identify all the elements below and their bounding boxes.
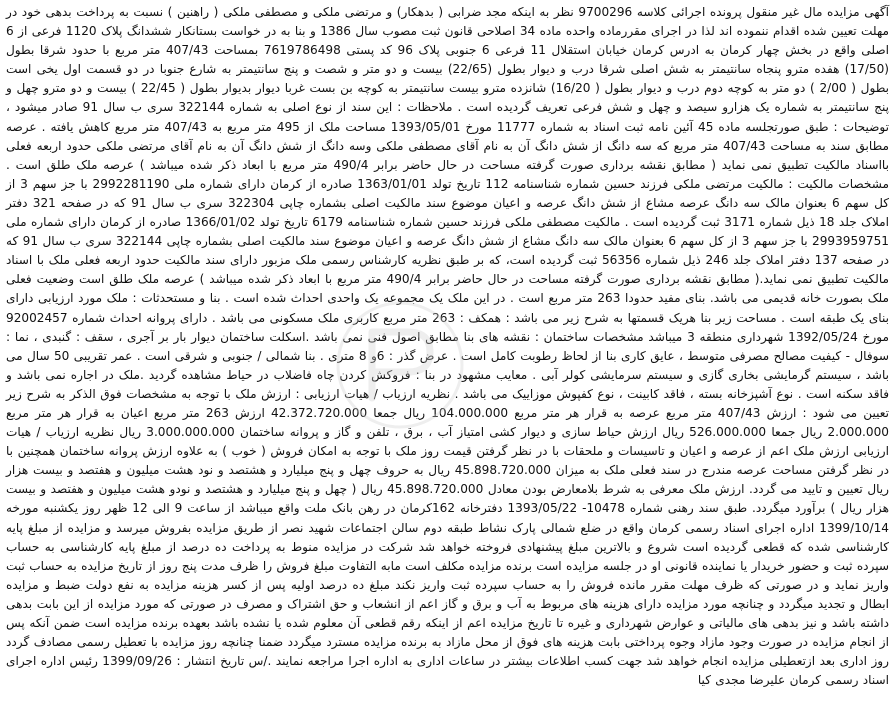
auction-notice-text: آگهی مزایده مال غیر منقول پرونده اجرائی کلاسه 9700296 نظر به اینکه مجد ضرابی ( بدهکار) و مرتضی ملکی و مصطفی ملکی ( راهنین ) نسبت به پرداخت بدهی خود در مهلت تعیین شده اقدام ننموده اند لذا در اجرای مقررماده واحده ماده 34 اصلاحی قانون ثبت مصوب سال 1386 و بنا به در خواست بستانکار ششدانگ پلاک 1120 فرعی از 6 اصلی واقع در بخش چهار کرمان به ادرس کرمان خیابان استقلال 11 فرعی 6 جنوبی پلاک 96 کد پستی 7619786498 بمساحت 407/43 متر مربع با حدود شرقا بطول (17/50) هفده مترو پنجاه سانتیمتر به شش اصلی شرقا درب و دیوار بطول (22/65) بیست و دو متر و شصت و پنج سانتیمتر به شارع جنوبا در دو قسمت اول یخی است بطول ( 2/00 ) دو متر به کوچه دوم درب و دیوار بطول ( 16/20) شانزده مترو بیست سانتیمتر به کوچه بن بست غربا دیوار بدیوار بطول ( 22/45 ) بیست و دو مترو چهل و پنج سانتیمتر به شماره یک هزارو سیصد و چهل و شش فرعی تعریف گردیده است . ملاحظات : این سند از نوع اصلی به شماره 322144 سری ب سال 91 صادر میشود ، توضیحات : طبق صورتجلسه ماده 45 آئین نامه ثبت اسناد به شماره 11777 مورخ 1393/05/01 مساحت ملک از 495 متر مربع به 407/43 متر مربع کاهش یافته . عرصه مطابق سند به مساحت 407/43 متر مربع که سه دانگ از شش دانگ آن به نام آقای مصطفی ملکی وسه دانگ از شش دانگ آن به نام آقای مرتضی ملکی حدود اربعه فعلی بااسناد مالکیت تطبیق نمی نماید ( مطابق نقشه برداری صورت گرفته مساحت در حال حاضر برابر 490/4 متر مربع با ابعاد ذکر شده میباشد ) عرصه ملک طلق است . مشخصات مالکیت : مالکیت مرتضی ملکی فرزند حسین شماره شناسنامه 112 تاریخ تولد 1363/01/01 صادره از کرمان دارای شماره ملی 2992281190 با جز سهم 3 از کل سهم 6 بعنوان مالک سه دانگ عرصه مشاع از شش دانگ عرصه و اعیان موضوع سند مالکیت اصلی بشماره چاپی 322304 سری ب سال 91 که در صفحه 321 دفتر املاک جلد 18 ذیل شماره 3171 ثبت گردیده است . مالکیت مصطفی ملکی فرزند حسین شماره شناسنامه 6179 تاریخ تولد 1366/01/02 صادره از کرمان دارای شماره ملی 2993959751 با جز سهم 3 از کل سهم 6 بعنوان مالک سه دانگ مشاع از شش دانگ عرصه و اعیان موضوع سند مالکیت اصلی بشماره چاپی 322144 سری ب سال 91 که در صفحه 137 دفتر املاک جلد 246 ذیل شماره 56356 ثبت گردیده است، که بر طبق نظریه کارشناس رسمی ملک مزبور دارای سند مالکیت حدود اربعه فعلی ملک با اسناد مالکیت تطبیق نمی نماید.( مطابق نقشه برداری صورت گرفته مساحت در حال حاضر برابر 490/4 متر مربع با ابعاد ذکر شده میباشد ) عرصه ملک طلق است وضعیت فعلی ملک بصورت خانه قدیمی می باشد. بنای مفید حدودا 263 متر مربع است . در این ملک یک مجموعه یک واحدی احداث شده است . بنا و مستحدثات : ملک مورد ارزیابی دارای بنای یک طبقه است . مساحت زیر بنا هریک قسمتها به شرح زیر می باشد : همکف : 263 متر مربع کاربری ملک مسکونی می باشد . دارای پروانه احداث شماره 92002457 مورخ 1392/05/24 شهرداری منطقه 3 میباشد مشخصات ساختمان : نقشه های بنا مطابق اصول فنی نمی باشد .اسکلت ساختمان دیوار بار بر آجری ، سقف : گنبدی ، نما : سوفال - کیفیت مصالح مصرفی متوسط ، عایق کاری بنا از لحاظ رطوبت کامل است . عرض گذر : 6و 8 متری . بنا شمالی / جنوبی و شرقی است . عمر تقریبی 50 سال می باشد ، سیستم گرمایشی بخاری گازی و سیستم سرمایشی کولر آبی . معایب مشهود در بنا : فروکش کردن چاه فاضلاب در حیاط مشاهده گردید .ملک در اجاره نمی باشد و فاقد سکنه است . نوع آشپزخانه بسته ، فاقد کابینت ، نوع کفپوش موزاییک می باشد . نظریه ارزیاب / هیات ارزیابی : ارزش ملک با توجه به مشخصات فوق الذکر به شرح زیر تعیین می شود : ارزش 407/43 متر مربع عرصه به قرار هر متر مربع 104.000.000 ریال جمعا 42.372.720.000 ارزش 263 متر مربع اعیان به قرار هر متر مربع 2.000.000 ریال جمعا 526.000.000 ریال ارزش حیاط سازی و دیوار کشی امتیاز آب ، برق ، تلفن و گاز و پروانه ساختمان 3.000.000.000 ریال نظریه ارزیاب / هیات ارزیابی ارزش ملک اعم از عرصه و اعیان و تاسیسات و ملحقات با در نظر گرفتن قیمت روز ملک با توجه به امکان فروش ( خوب ) به علاوه ارزش پروانه ساختمان همچنین با در نظر گرفتن مساحت عرصه مندرج در سند فعلی ملک به میزان 45.898.720.000 ریال به حروف چهل و پنج میلیارد و هشتصد و نود هشت میلیون و هفتصد و بیست هزار ریال تعیین و تایید می گردد. ارزش ملک معرفی به شرط بلامعارض بودن معادل 45.898.720.000 ریال ( چهل و پنج میلیارد و هشتصد و نودو هشت میلیون و هفتصد و بیست هزار ریال ) برآورد میگردد. طبق سند رهنی شماره 10478- 1393/05/22 دفترخانه 162کرمان در رهن بانک ملت واقع میباشد از ساعت 9 الی 12 ظهر روز یکشنبه مورخه 1399/10/14 اداره اجرای اسناد رسمی کرمان واقع در ضلع شمالی پارک نشاط طبقه دوم سالن اجتماعات شهید نصر از طریق مزایده بفروش میرسد و مزایده از مبلغ پایه کارشناسی شده که قطعی گردیده است شروع و بالاترین مبلغ پیشنهادی فروخته خواهد شد شرکت در مزایده منوط به پرداخت ده درصد از مبلغ پایه کارشناسی به حساب سپرده ثبت و حضور خریدار یا نماینده قانونی او در جلسه مزایده است برنده مزایده مکلف است مابه التفاوت مبلغ فروش را ظرف مدت پنج روز از تاریخ مزایده به حساب ثبت واریز نماید و در صورتی که ظرف مهلت مقرر مانده فروش را به حساب سپرده ثبت واریز نکند مبلغ ده درصد اولیه پس از کسر هزینه مزایده به نفع دولت ضبط و مزایده ابطال و تجدید میگردد و چنانچه مورد مزایده دارای هزینه های مربوط به آب و برق و گاز اعم از انشعاب و حق اشتراک و مصرف در صورتی که مورد مزایده از این بابت بدهی داشته باشد و نیز بدهی های مالیاتی و عوارض شهرداری و غیره تا تاریخ مزایده اعم از اینکه رقم قطعی آن معلوم شده یا نشده باشد بعهده برنده مزایده است ضمن آنکه پس از انجام مزایده در صورت وجود مازاد وجوه پرداختی بابت هزینه های فوق از محل مازاد به برنده مزایده مسترد میگردد ضمنا چنانچه روز مزایده با تعطیل رسمی مصادف گردد روز اداری بعد ازتعطیلی مزایده انجام خواهد شد جهت کسب اطلاعات بیشتر در ساعات اداری به اداره اجرا مراجعه نمایند ./س تاریخ انتشار : 1399/09/26 رئیس اداره اجرای اسناد رسمی کرمان علیرضا مجدی کیا xyxy=(6,5,890,688)
